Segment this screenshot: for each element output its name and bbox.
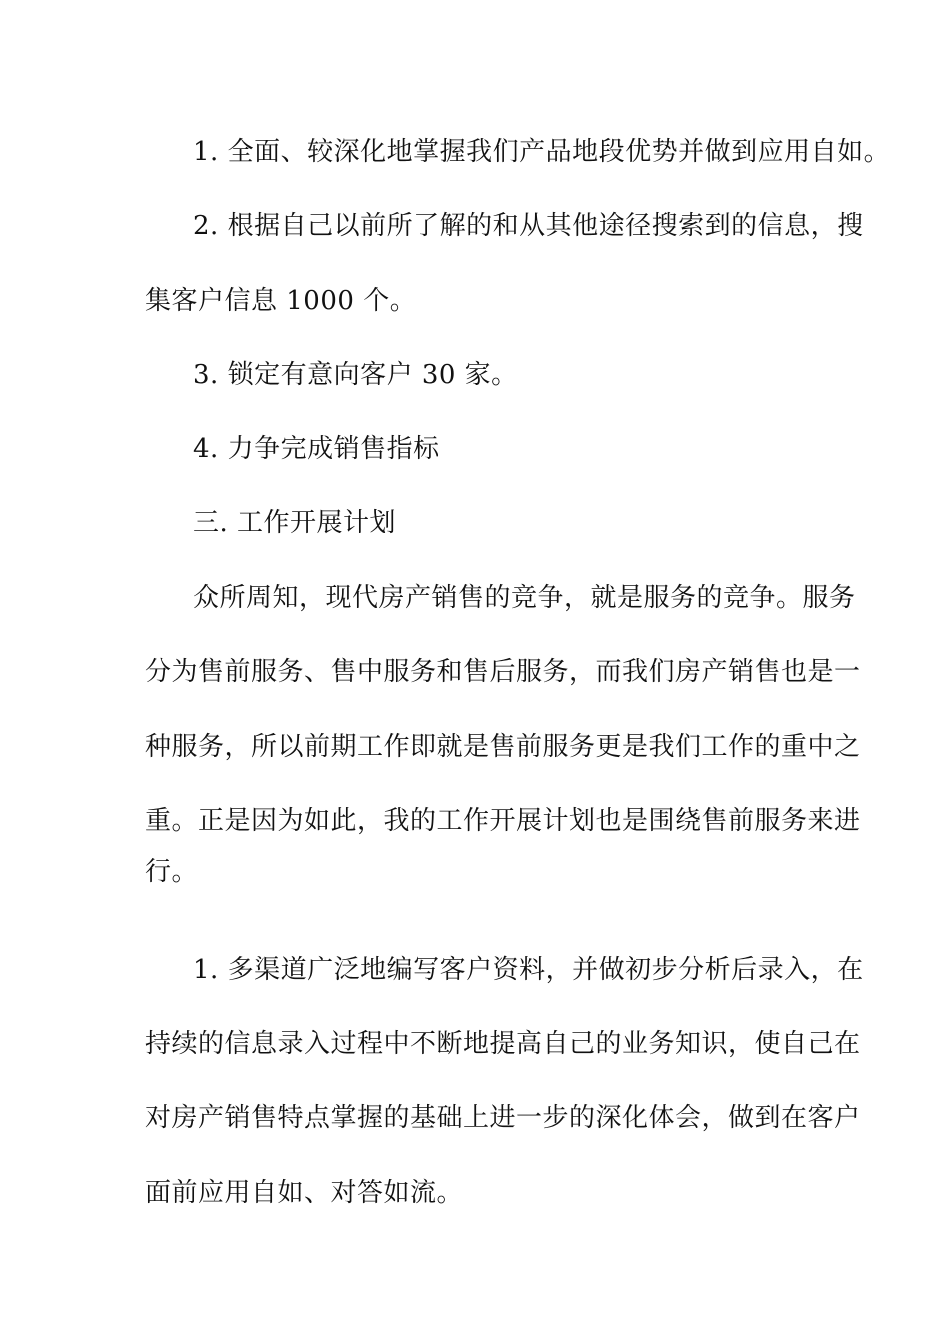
paragraph-line: 重。正是因为如此，我的工作开展计划也是围绕售前服务来进 — [145, 806, 861, 836]
section-heading-work-plan: 三. 工作开展计划 — [193, 508, 397, 538]
goal-item-1: 1. 全面、较深化地掌握我们产品地段优势并做到应用自如。 — [193, 137, 891, 167]
goal-item-2-continued: 集客户信息 1000 个。 — [145, 286, 417, 316]
paragraph-line: 种服务，所以前期工作即就是售前服务更是我们工作的重中之 — [145, 732, 861, 762]
goal-item-2: 2. 根据自己以前所了解的和从其他途径搜索到的信息，搜 — [193, 211, 864, 241]
plan-item-1-line: 面前应用自如、对答如流。 — [145, 1178, 464, 1208]
paragraph-line: 行。 — [145, 857, 199, 887]
plan-item-1: 1. 多渠道广泛地编写客户资料，并做初步分析后录入，在 — [193, 955, 864, 985]
goal-item-4: 4. 力争完成销售指标 — [193, 434, 440, 464]
paragraph-line: 分为售前服务、售中服务和售后服务，而我们房产销售也是一 — [145, 657, 861, 687]
plan-item-1-line: 持续的信息录入过程中不断地提高自己的业务知识，使自己在 — [145, 1029, 861, 1059]
plan-item-1-line: 对房产销售特点掌握的基础上进一步的深化体会，做到在客户 — [145, 1103, 861, 1133]
goal-item-3: 3. 锁定有意向客户 30 家。 — [193, 360, 518, 390]
paragraph-line: 众所周知，现代房产销售的竞争，就是服务的竞争。服务 — [193, 583, 856, 613]
